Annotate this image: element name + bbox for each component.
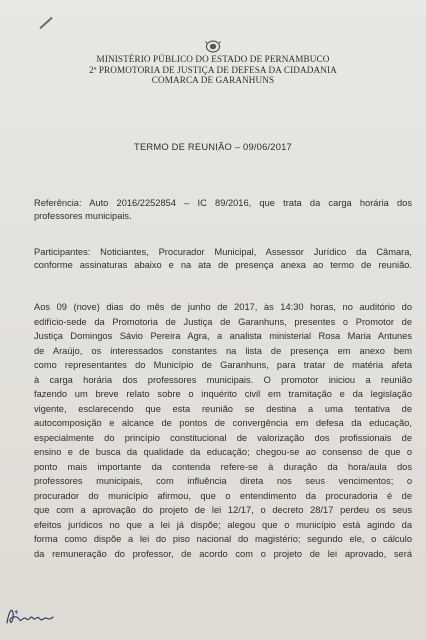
body-line: ensino e de busca da qualidade da educação; chegou-se ao consenso de que o [34,447,412,457]
body-line: Justiça Domingos Sávio Pereira Agra, a analista ministerial Rosa Maria Antunes [34,331,412,341]
referencia-paragraph [34,197,412,224]
body-line: professores municipais, com influência direta nos seus vencimentos; o [34,476,412,486]
body-line: à carga horária dos professores municipais. O promotor iniciou a reunião [34,374,412,385]
body-line: fazendo um breve relato sobre o inquérito civil em tramitação e da legislação [34,389,412,399]
participantes-paragraph [34,246,412,273]
referencia-line: Referência: Auto 2016/2252854 – IC 89/2016, que trata da carga horária dos [34,198,412,208]
institution-header [0,54,426,86]
referencia-line: professores municipais. [34,211,132,222]
body-line: autocomposição e alcance de pontos de convergência em defesa da educação, [34,418,412,428]
body-line: efeitos jurídicos no que a lei já dispõe; alegou que o município está agindo da [34,519,412,530]
body-line: de Araújo, os interessados constantes na lista de presença em anexo bem [34,345,412,356]
body-line: especialmente do princípio constitucional de valorização dos profissionais de [34,432,412,443]
body-line: vigente, esclarecendo que esta reunião se destina a uma tentativa de [34,403,412,414]
participantes-line: conforme assinaturas abaixo e na ata de presença anexa ao termo de reunião. [34,260,412,271]
body-line: como representantes do Município de Garanhuns, para tratar de matéria afeta [34,360,412,370]
body-line: procurador do município afirmou, que o entendimento da procuradoria é de [34,490,412,501]
body-line: forma como dispõe a lei do piso nacional do magistério; segundo ele, o cálculo [34,534,412,544]
header-line-ministry: MINISTÉRIO PÚBLICO DO ESTADO DE PERNAMBUCO [96,54,330,64]
header-line-promotoria: 2ª PROMOTORIA DE JUSTIÇA DE DEFESA DA CIDADANIA [89,64,337,75]
document-title: TERMO DE REUNIÃO – 09/06/2017 [134,141,292,152]
participantes-line: Participantes: Noticiantes, Procurador Municipal, Assessor Jurídico da Câmara, [34,247,412,257]
pen-mark [39,17,52,29]
body-line: ponto mais importante da contenda refere-se à duração da hora/aula dos [34,461,412,472]
body-line: edifício-sede da Promotoria de Justiça de Garanhuns, presentes o Promotor de [34,316,412,327]
coat-of-arms-icon [205,40,221,53]
body-line: que com a aprovação do projeto de lei 12/17, o decreto 28/17 perdeu os seus [34,505,412,515]
body-line: Aos 09 (nove) dias do mês de junho de 2017, às 14:30 horas, no auditório do [34,302,412,312]
handwritten-signature [3,603,63,629]
header-line-comarca: COMARCA DE GARANHUNS [151,75,275,85]
meeting-body-paragraph [34,300,412,561]
body-line: da remuneração do professor, de acordo com o projeto de lei aprovado, será [34,548,412,559]
